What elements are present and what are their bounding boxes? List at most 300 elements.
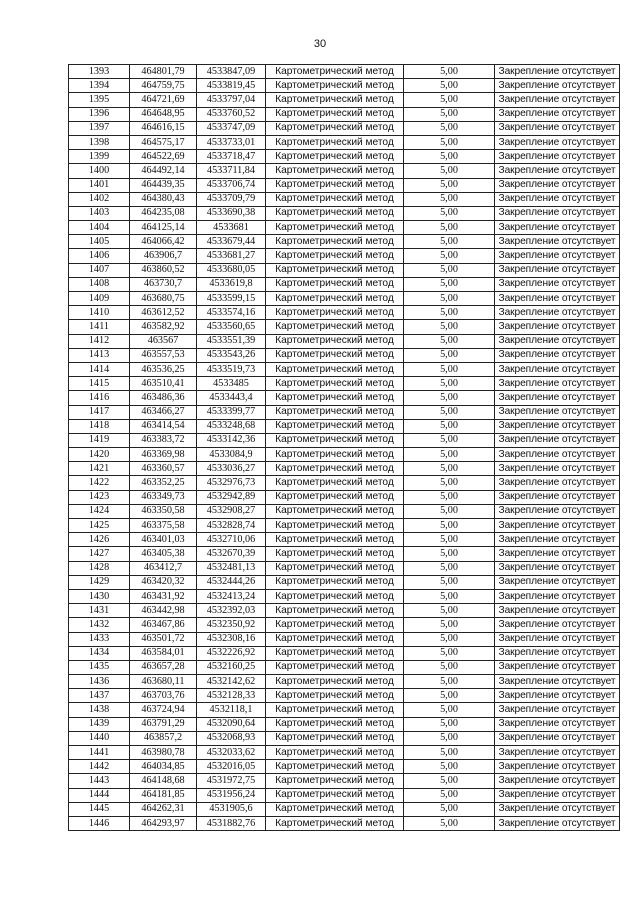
accuracy-cell: 5,00 <box>404 802 495 816</box>
method-cell: Картометрический метод <box>266 277 404 291</box>
method-cell: Картометрический метод <box>266 65 404 79</box>
method-cell: Картометрический метод <box>266 746 404 760</box>
point-number-cell: 1438 <box>69 703 130 717</box>
method-cell: Картометрический метод <box>266 405 404 419</box>
y-coordinate-cell: 4533519,73 <box>197 362 266 376</box>
table-row <box>69 448 620 462</box>
y-coordinate-cell: 4533574,16 <box>197 306 266 320</box>
point-number-cell: 1428 <box>69 561 130 575</box>
table-row <box>69 206 620 220</box>
y-coordinate-cell: 4532828,74 <box>197 519 266 533</box>
y-coordinate-cell: 4532942,89 <box>197 490 266 504</box>
accuracy-cell: 5,00 <box>404 675 495 689</box>
method-cell: Картометрический метод <box>266 504 404 518</box>
y-coordinate-cell: 4532976,73 <box>197 476 266 490</box>
fixing-description-cell: Закрепление отсутствует <box>495 547 620 561</box>
table-row <box>69 235 620 249</box>
fixing-description-cell: Закрепление отсутствует <box>495 717 620 731</box>
table-row <box>69 816 620 830</box>
y-coordinate-cell: 4533599,15 <box>197 292 266 306</box>
method-cell: Картометрический метод <box>266 448 404 462</box>
accuracy-cell: 5,00 <box>404 632 495 646</box>
y-coordinate-cell: 4532908,27 <box>197 504 266 518</box>
y-coordinate-cell: 4533399,77 <box>197 405 266 419</box>
fixing-description-cell: Закрепление отсутствует <box>495 731 620 745</box>
fixing-description-cell: Закрепление отсутствует <box>495 320 620 334</box>
y-coordinate-cell: 4532670,39 <box>197 547 266 561</box>
fixing-description-cell: Закрепление отсутствует <box>495 178 620 192</box>
y-coordinate-cell: 4533485 <box>197 377 266 391</box>
x-coordinate-cell: 463584,01 <box>130 646 197 660</box>
fixing-description-cell: Закрепление отсутствует <box>495 760 620 774</box>
y-coordinate-cell: 4533443,4 <box>197 391 266 405</box>
y-coordinate-cell: 4533706,74 <box>197 178 266 192</box>
y-coordinate-cell: 4533084,9 <box>197 448 266 462</box>
point-number-cell: 1405 <box>69 235 130 249</box>
point-number-cell: 1415 <box>69 377 130 391</box>
method-cell: Картометрический метод <box>266 816 404 830</box>
point-number-cell: 1417 <box>69 405 130 419</box>
point-number-cell: 1412 <box>69 334 130 348</box>
y-coordinate-cell: 4532392,03 <box>197 604 266 618</box>
table-row <box>69 802 620 816</box>
y-coordinate-cell: 4533819,45 <box>197 79 266 93</box>
table-row <box>69 547 620 561</box>
fixing-description-cell: Закрепление отсутствует <box>495 419 620 433</box>
x-coordinate-cell: 463467,86 <box>130 618 197 632</box>
accuracy-cell: 5,00 <box>404 533 495 547</box>
point-number-cell: 1407 <box>69 263 130 277</box>
method-cell: Картометрический метод <box>266 604 404 618</box>
y-coordinate-cell: 4533747,09 <box>197 121 266 135</box>
point-number-cell: 1394 <box>69 79 130 93</box>
fixing-description-cell: Закрепление отсутствует <box>495 746 620 760</box>
accuracy-cell: 5,00 <box>404 135 495 149</box>
accuracy-cell: 5,00 <box>404 306 495 320</box>
y-coordinate-cell: 4533248,68 <box>197 419 266 433</box>
accuracy-cell: 5,00 <box>404 348 495 362</box>
accuracy-cell: 5,00 <box>404 618 495 632</box>
x-coordinate-cell: 463420,32 <box>130 575 197 589</box>
point-number-cell: 1414 <box>69 362 130 376</box>
point-number-cell: 1410 <box>69 306 130 320</box>
accuracy-cell: 5,00 <box>404 221 495 235</box>
point-number-cell: 1422 <box>69 476 130 490</box>
point-number-cell: 1408 <box>69 277 130 291</box>
y-coordinate-cell: 4532444,26 <box>197 575 266 589</box>
table-row <box>69 164 620 178</box>
x-coordinate-cell: 463703,76 <box>130 689 197 703</box>
table-row <box>69 575 620 589</box>
accuracy-cell: 5,00 <box>404 519 495 533</box>
method-cell: Картометрический метод <box>266 348 404 362</box>
method-cell: Картометрический метод <box>266 589 404 603</box>
y-coordinate-cell: 4532068,93 <box>197 731 266 745</box>
method-cell: Картометрический метод <box>266 561 404 575</box>
table-row <box>69 660 620 674</box>
x-coordinate-cell: 463557,53 <box>130 348 197 362</box>
fixing-description-cell: Закрепление отсутствует <box>495 135 620 149</box>
method-cell: Картометрический метод <box>266 490 404 504</box>
method-cell: Картометрический метод <box>266 575 404 589</box>
fixing-description-cell: Закрепление отсутствует <box>495 93 620 107</box>
method-cell: Картометрический метод <box>266 192 404 206</box>
method-cell: Картометрический метод <box>266 533 404 547</box>
fixing-description-cell: Закрепление отсутствует <box>495 192 620 206</box>
x-coordinate-cell: 464721,69 <box>130 93 197 107</box>
x-coordinate-cell: 463657,28 <box>130 660 197 674</box>
point-number-cell: 1444 <box>69 788 130 802</box>
y-coordinate-cell: 4532160,25 <box>197 660 266 674</box>
accuracy-cell: 5,00 <box>404 419 495 433</box>
fixing-description-cell: Закрепление отсутствует <box>495 391 620 405</box>
point-number-cell: 1442 <box>69 760 130 774</box>
x-coordinate-cell: 464066,42 <box>130 235 197 249</box>
fixing-description-cell: Закрепление отсутствует <box>495 462 620 476</box>
x-coordinate-cell: 463906,7 <box>130 249 197 263</box>
fixing-description-cell: Закрепление отсутствует <box>495 618 620 632</box>
method-cell: Картометрический метод <box>266 249 404 263</box>
method-cell: Картометрический метод <box>266 717 404 731</box>
fixing-description-cell: Закрепление отсутствует <box>495 65 620 79</box>
y-coordinate-cell: 4532033,62 <box>197 746 266 760</box>
x-coordinate-cell: 464492,14 <box>130 164 197 178</box>
method-cell: Картометрический метод <box>266 263 404 277</box>
fixing-description-cell: Закрепление отсутствует <box>495 816 620 830</box>
fixing-description-cell: Закрепление отсутствует <box>495 334 620 348</box>
accuracy-cell: 5,00 <box>404 206 495 220</box>
point-number-cell: 1445 <box>69 802 130 816</box>
x-coordinate-cell: 464293,97 <box>130 816 197 830</box>
x-coordinate-cell: 464522,69 <box>130 150 197 164</box>
x-coordinate-cell: 463442,98 <box>130 604 197 618</box>
accuracy-cell: 5,00 <box>404 504 495 518</box>
x-coordinate-cell: 463582,92 <box>130 320 197 334</box>
accuracy-cell: 5,00 <box>404 731 495 745</box>
table-row <box>69 675 620 689</box>
method-cell: Картометрический метод <box>266 433 404 447</box>
table-row <box>69 788 620 802</box>
x-coordinate-cell: 463486,36 <box>130 391 197 405</box>
fixing-description-cell: Закрепление отсутствует <box>495 788 620 802</box>
fixing-description-cell: Закрепление отсутствует <box>495 362 620 376</box>
method-cell: Картометрический метод <box>266 731 404 745</box>
y-coordinate-cell: 4533036,27 <box>197 462 266 476</box>
fixing-description-cell: Закрепление отсутствует <box>495 504 620 518</box>
method-cell: Картометрический метод <box>266 164 404 178</box>
x-coordinate-cell: 464181,85 <box>130 788 197 802</box>
table-row <box>69 362 620 376</box>
coordinates-table-body <box>69 65 620 831</box>
table-row <box>69 604 620 618</box>
x-coordinate-cell: 463401,03 <box>130 533 197 547</box>
method-cell: Картометрический метод <box>266 221 404 235</box>
point-number-cell: 1396 <box>69 107 130 121</box>
accuracy-cell: 5,00 <box>404 462 495 476</box>
method-cell: Картометрический метод <box>266 334 404 348</box>
x-coordinate-cell: 464759,75 <box>130 79 197 93</box>
table-row <box>69 746 620 760</box>
accuracy-cell: 5,00 <box>404 277 495 291</box>
method-cell: Картометрический метод <box>266 802 404 816</box>
point-number-cell: 1400 <box>69 164 130 178</box>
table-row <box>69 178 620 192</box>
x-coordinate-cell: 463375,58 <box>130 519 197 533</box>
point-number-cell: 1443 <box>69 774 130 788</box>
point-number-cell: 1409 <box>69 292 130 306</box>
accuracy-cell: 5,00 <box>404 362 495 376</box>
accuracy-cell: 5,00 <box>404 178 495 192</box>
table-row <box>69 263 620 277</box>
x-coordinate-cell: 463501,72 <box>130 632 197 646</box>
x-coordinate-cell: 464034,85 <box>130 760 197 774</box>
fixing-description-cell: Закрепление отсутствует <box>495 660 620 674</box>
method-cell: Картометрический метод <box>266 362 404 376</box>
method-cell: Картометрический метод <box>266 150 404 164</box>
y-coordinate-cell: 4533543,26 <box>197 348 266 362</box>
accuracy-cell: 5,00 <box>404 604 495 618</box>
y-coordinate-cell: 4532710,06 <box>197 533 266 547</box>
table-row <box>69 533 620 547</box>
table-row <box>69 135 620 149</box>
y-coordinate-cell: 4532413,24 <box>197 589 266 603</box>
point-number-cell: 1398 <box>69 135 130 149</box>
accuracy-cell: 5,00 <box>404 334 495 348</box>
x-coordinate-cell: 463791,29 <box>130 717 197 731</box>
fixing-description-cell: Закрепление отсутствует <box>495 604 620 618</box>
fixing-description-cell: Закрепление отсутствует <box>495 277 620 291</box>
accuracy-cell: 5,00 <box>404 164 495 178</box>
method-cell: Картометрический метод <box>266 632 404 646</box>
accuracy-cell: 5,00 <box>404 65 495 79</box>
accuracy-cell: 5,00 <box>404 660 495 674</box>
method-cell: Картометрический метод <box>266 320 404 334</box>
table-row <box>69 589 620 603</box>
table-row <box>69 476 620 490</box>
table-row <box>69 391 620 405</box>
y-coordinate-cell: 4532118,1 <box>197 703 266 717</box>
fixing-description-cell: Закрепление отсутствует <box>495 377 620 391</box>
y-coordinate-cell: 4531972,75 <box>197 774 266 788</box>
method-cell: Картометрический метод <box>266 703 404 717</box>
accuracy-cell: 5,00 <box>404 490 495 504</box>
x-coordinate-cell: 463360,57 <box>130 462 197 476</box>
table-row <box>69 306 620 320</box>
accuracy-cell: 5,00 <box>404 249 495 263</box>
fixing-description-cell: Закрепление отсутствует <box>495 306 620 320</box>
accuracy-cell: 5,00 <box>404 150 495 164</box>
accuracy-cell: 5,00 <box>404 689 495 703</box>
table-row <box>69 249 620 263</box>
fixing-description-cell: Закрепление отсутствует <box>495 646 620 660</box>
point-number-cell: 1416 <box>69 391 130 405</box>
fixing-description-cell: Закрепление отсутствует <box>495 235 620 249</box>
y-coordinate-cell: 4533560,65 <box>197 320 266 334</box>
point-number-cell: 1446 <box>69 816 130 830</box>
y-coordinate-cell: 4533680,05 <box>197 263 266 277</box>
fixing-description-cell: Закрепление отсутствует <box>495 448 620 462</box>
method-cell: Картометрический метод <box>266 178 404 192</box>
point-number-cell: 1426 <box>69 533 130 547</box>
accuracy-cell: 5,00 <box>404 391 495 405</box>
x-coordinate-cell: 463466,27 <box>130 405 197 419</box>
y-coordinate-cell: 4533681,27 <box>197 249 266 263</box>
x-coordinate-cell: 464801,79 <box>130 65 197 79</box>
x-coordinate-cell: 464616,15 <box>130 121 197 135</box>
table-row <box>69 377 620 391</box>
accuracy-cell: 5,00 <box>404 589 495 603</box>
point-number-cell: 1403 <box>69 206 130 220</box>
fixing-description-cell: Закрепление отсутствует <box>495 433 620 447</box>
x-coordinate-cell: 463510,41 <box>130 377 197 391</box>
point-number-cell: 1421 <box>69 462 130 476</box>
accuracy-cell: 5,00 <box>404 121 495 135</box>
x-coordinate-cell: 463724,94 <box>130 703 197 717</box>
y-coordinate-cell: 4532128,33 <box>197 689 266 703</box>
table-row <box>69 646 620 660</box>
method-cell: Картометрический метод <box>266 774 404 788</box>
fixing-description-cell: Закрепление отсутствует <box>495 121 620 135</box>
accuracy-cell: 5,00 <box>404 107 495 121</box>
method-cell: Картометрический метод <box>266 79 404 93</box>
accuracy-cell: 5,00 <box>404 433 495 447</box>
x-coordinate-cell: 463369,98 <box>130 448 197 462</box>
coordinates-table <box>68 64 620 831</box>
x-coordinate-cell: 464648,95 <box>130 107 197 121</box>
fixing-description-cell: Закрепление отсутствует <box>495 575 620 589</box>
table-row <box>69 419 620 433</box>
accuracy-cell: 5,00 <box>404 575 495 589</box>
fixing-description-cell: Закрепление отсутствует <box>495 675 620 689</box>
y-coordinate-cell: 4533681 <box>197 221 266 235</box>
table-row <box>69 334 620 348</box>
point-number-cell: 1411 <box>69 320 130 334</box>
method-cell: Картометрический метод <box>266 206 404 220</box>
fixing-description-cell: Закрепление отсутствует <box>495 533 620 547</box>
y-coordinate-cell: 4533760,52 <box>197 107 266 121</box>
accuracy-cell: 5,00 <box>404 476 495 490</box>
fixing-description-cell: Закрепление отсутствует <box>495 405 620 419</box>
x-coordinate-cell: 463730,7 <box>130 277 197 291</box>
x-coordinate-cell: 463567 <box>130 334 197 348</box>
fixing-description-cell: Закрепление отсутствует <box>495 249 620 263</box>
y-coordinate-cell: 4533847,09 <box>197 65 266 79</box>
x-coordinate-cell: 463612,52 <box>130 306 197 320</box>
table-row <box>69 292 620 306</box>
y-coordinate-cell: 4533797,04 <box>197 93 266 107</box>
y-coordinate-cell: 4532016,05 <box>197 760 266 774</box>
x-coordinate-cell: 464235,08 <box>130 206 197 220</box>
table-row <box>69 433 620 447</box>
point-number-cell: 1423 <box>69 490 130 504</box>
table-row <box>69 405 620 419</box>
table-row <box>69 731 620 745</box>
table-row <box>69 277 620 291</box>
x-coordinate-cell: 463860,52 <box>130 263 197 277</box>
method-cell: Картометрический метод <box>266 107 404 121</box>
fixing-description-cell: Закрепление отсутствует <box>495 206 620 220</box>
fixing-description-cell: Закрепление отсутствует <box>495 164 620 178</box>
table-row <box>69 703 620 717</box>
point-number-cell: 1433 <box>69 632 130 646</box>
x-coordinate-cell: 464262,31 <box>130 802 197 816</box>
y-coordinate-cell: 4533718,47 <box>197 150 266 164</box>
fixing-description-cell: Закрепление отсутствует <box>495 589 620 603</box>
accuracy-cell: 5,00 <box>404 235 495 249</box>
point-number-cell: 1413 <box>69 348 130 362</box>
table-row <box>69 504 620 518</box>
x-coordinate-cell: 464125,14 <box>130 221 197 235</box>
method-cell: Картометрический метод <box>266 306 404 320</box>
point-number-cell: 1431 <box>69 604 130 618</box>
accuracy-cell: 5,00 <box>404 377 495 391</box>
y-coordinate-cell: 4533711,84 <box>197 164 266 178</box>
accuracy-cell: 5,00 <box>404 774 495 788</box>
y-coordinate-cell: 4532090,64 <box>197 717 266 731</box>
method-cell: Картометрический метод <box>266 391 404 405</box>
y-coordinate-cell: 4532226,92 <box>197 646 266 660</box>
x-coordinate-cell: 464575,17 <box>130 135 197 149</box>
table-row <box>69 519 620 533</box>
x-coordinate-cell: 463352,25 <box>130 476 197 490</box>
fixing-description-cell: Закрепление отсутствует <box>495 561 620 575</box>
x-coordinate-cell: 463414,54 <box>130 419 197 433</box>
x-coordinate-cell: 463431,92 <box>130 589 197 603</box>
x-coordinate-cell: 463536,25 <box>130 362 197 376</box>
fixing-description-cell: Закрепление отсутствует <box>495 150 620 164</box>
table-row <box>69 689 620 703</box>
point-number-cell: 1441 <box>69 746 130 760</box>
x-coordinate-cell: 464439,35 <box>130 178 197 192</box>
y-coordinate-cell: 4533690,38 <box>197 206 266 220</box>
point-number-cell: 1420 <box>69 448 130 462</box>
table-row <box>69 221 620 235</box>
fixing-description-cell: Закрепление отсутствует <box>495 632 620 646</box>
accuracy-cell: 5,00 <box>404 79 495 93</box>
table-row <box>69 107 620 121</box>
fixing-description-cell: Закрепление отсутствует <box>495 107 620 121</box>
y-coordinate-cell: 4532308,16 <box>197 632 266 646</box>
method-cell: Картометрический метод <box>266 235 404 249</box>
method-cell: Картометрический метод <box>266 377 404 391</box>
table-row <box>69 65 620 79</box>
table-row <box>69 717 620 731</box>
point-number-cell: 1427 <box>69 547 130 561</box>
point-number-cell: 1399 <box>69 150 130 164</box>
fixing-description-cell: Закрепление отсутствует <box>495 519 620 533</box>
method-cell: Картометрический метод <box>266 462 404 476</box>
x-coordinate-cell: 463383,72 <box>130 433 197 447</box>
table-row <box>69 121 620 135</box>
point-number-cell: 1437 <box>69 689 130 703</box>
point-number-cell: 1436 <box>69 675 130 689</box>
method-cell: Картометрический метод <box>266 93 404 107</box>
method-cell: Картометрический метод <box>266 547 404 561</box>
point-number-cell: 1406 <box>69 249 130 263</box>
method-cell: Картометрический метод <box>266 121 404 135</box>
method-cell: Картометрический метод <box>266 675 404 689</box>
point-number-cell: 1439 <box>69 717 130 731</box>
method-cell: Картометрический метод <box>266 760 404 774</box>
point-number-cell: 1418 <box>69 419 130 433</box>
table-row <box>69 93 620 107</box>
table-row <box>69 462 620 476</box>
method-cell: Картометрический метод <box>266 135 404 149</box>
fixing-description-cell: Закрепление отсутствует <box>495 476 620 490</box>
point-number-cell: 1393 <box>69 65 130 79</box>
table-row <box>69 348 620 362</box>
table-row <box>69 760 620 774</box>
